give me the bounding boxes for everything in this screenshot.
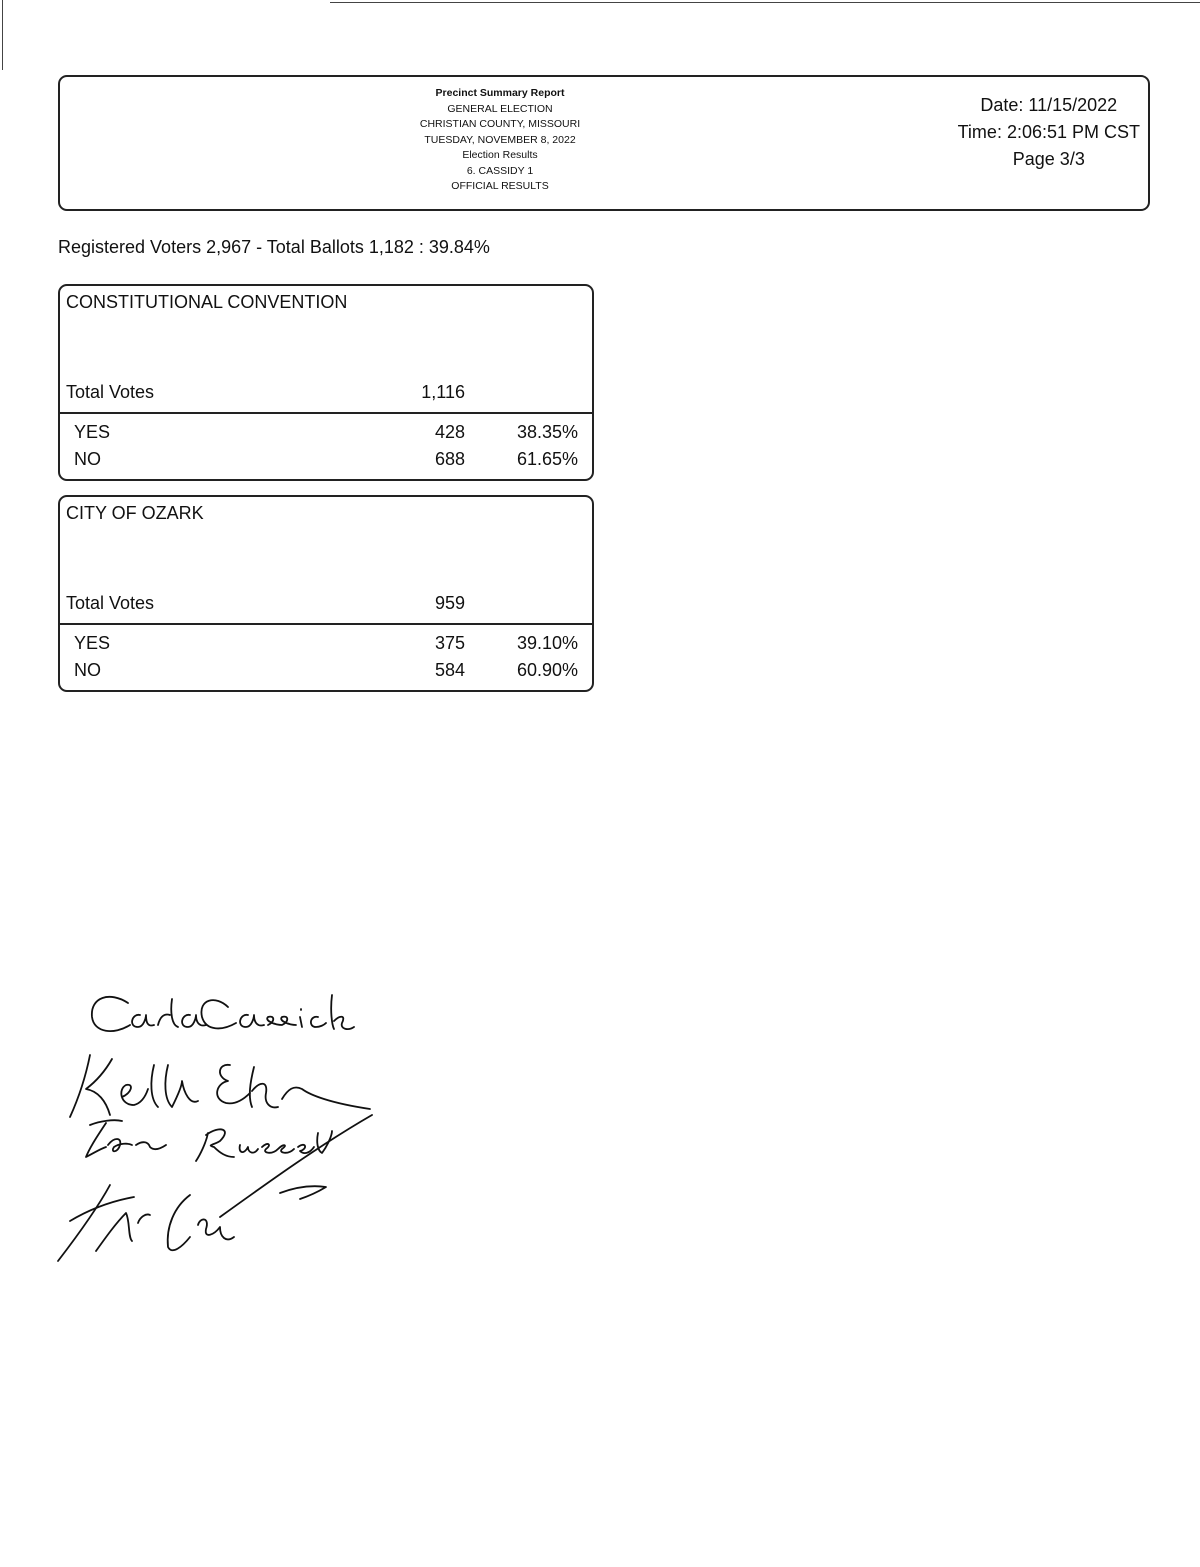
total-votes-value: 959 bbox=[434, 593, 465, 613]
election-name: GENERAL ELECTION bbox=[447, 102, 553, 115]
choice-name: NO bbox=[74, 660, 101, 680]
county-name: CHRISTIAN COUNTY, MISSOURI bbox=[419, 118, 581, 130]
page-number: Page 3/3 bbox=[1012, 149, 1085, 169]
precinct-name: 6. CASSIDY 1 bbox=[466, 164, 534, 177]
scan-edge-line bbox=[330, 2, 1200, 3]
choice-percent: 38.35% bbox=[516, 422, 578, 442]
choice-row bbox=[60, 449, 592, 475]
signature-3 bbox=[86, 1120, 332, 1161]
choice-row bbox=[60, 633, 592, 659]
choice-row bbox=[60, 422, 592, 448]
header-center-block bbox=[400, 86, 600, 195]
results-status: OFFICIAL RESULTS bbox=[451, 180, 549, 192]
election-date: TUESDAY, NOVEMBER 8, 2022 bbox=[424, 133, 576, 146]
signature-1 bbox=[92, 995, 354, 1031]
choice-name: YES bbox=[74, 633, 111, 653]
choice-name: YES bbox=[74, 422, 111, 442]
header-meta-block bbox=[958, 92, 1140, 173]
choice-votes: 428 bbox=[434, 422, 465, 442]
scan-edge-line-left bbox=[2, 0, 3, 70]
contest-title: CONSTITUTIONAL CONVENTION bbox=[66, 292, 348, 312]
choice-votes: 375 bbox=[434, 633, 465, 653]
choice-percent: 60.90% bbox=[516, 660, 578, 680]
contest-title: CITY OF OZARK bbox=[66, 503, 204, 523]
contest-box bbox=[58, 284, 594, 481]
choice-percent: 61.65% bbox=[516, 449, 578, 469]
report-header bbox=[58, 75, 1150, 211]
divider bbox=[60, 412, 592, 414]
choice-percent: 39.10% bbox=[516, 633, 578, 653]
divider bbox=[60, 623, 592, 625]
contest-box bbox=[58, 495, 594, 692]
total-votes-label: Total Votes bbox=[66, 382, 155, 402]
voter-summary: Registered Voters 2,967 - Total Ballots 1,182 : 39.84% bbox=[58, 237, 490, 257]
choice-votes: 688 bbox=[434, 449, 465, 469]
total-votes-label: Total Votes bbox=[66, 593, 155, 613]
total-votes-value: 1,116 bbox=[421, 382, 465, 402]
report-title: Precinct Summary Report bbox=[435, 87, 565, 99]
report-date: Date: 11/15/2022 bbox=[980, 95, 1118, 115]
report-time: Time: 2:06:51 PM CST bbox=[957, 122, 1140, 142]
results-label: Election Results bbox=[462, 149, 538, 161]
choice-name: NO bbox=[74, 449, 101, 469]
choice-row bbox=[60, 660, 592, 686]
signature-2 bbox=[70, 1055, 370, 1117]
signature-4 bbox=[58, 1115, 372, 1261]
signatures-block bbox=[50, 985, 390, 1275]
choice-votes: 584 bbox=[434, 660, 465, 680]
